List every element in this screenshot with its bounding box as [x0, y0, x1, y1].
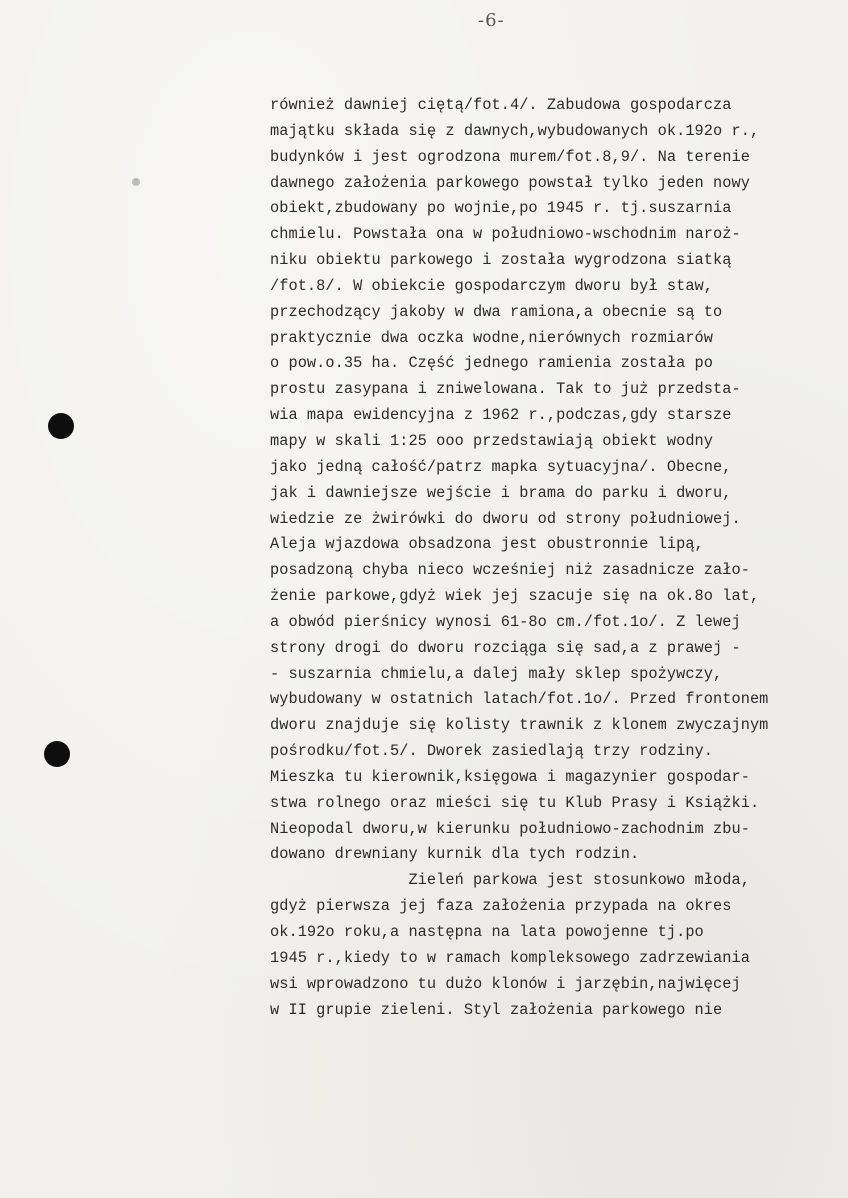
text-line: chmielu. Powstała ona w południowo-wschodnim naroż-	[270, 225, 741, 244]
text-line: obiekt,zbudowany po wojnie,po 1945 r. tj.suszarnia	[270, 199, 732, 218]
text-line: strony drogi do dworu rozciąga się sad,a z prawej -	[270, 638, 741, 657]
text-line: budynków i jest ogrodzona murem/fot.8,9/. Na terenie	[270, 147, 750, 166]
text-line: - suszarnia chmielu,a dalej mały sklep spożywczy,	[270, 664, 723, 683]
text-line: gdyż pierwsza jej faza założenia przypada na okres	[270, 897, 732, 916]
text-line: Nieopodal dworu,w kierunku południowo-zachodnim zbu-	[270, 819, 750, 838]
text-line: /fot.8/. W obiekcie gospodarczym dworu był staw,	[270, 276, 714, 295]
text-line: ok.192o roku,a następna na lata powojenne tj.po	[270, 923, 704, 941]
text-line: dworu znajduje się kolisty trawnik z klonem zwyczajnym	[270, 716, 769, 735]
text-line: prostu zasypana i zniwelowana. Tak to już przedsta-	[270, 380, 741, 399]
text-line: praktycznie dwa oczka wodne,nierównych rozmiarów	[270, 328, 714, 347]
text-line: wybudowany w ostatnich latach/fot.1o/. Przed frontonem	[270, 690, 769, 709]
text-line: o pow.o.35 ha. Część jednego ramienia została po	[270, 354, 714, 373]
text-line: Zieleń parkowa jest stosunkowo młoda,	[270, 871, 750, 890]
text-line: niku obiektu parkowego i została wygrodzona siatką	[270, 251, 732, 270]
text-line: dawnego założenia parkowego powstał tylko jeden nowy	[270, 173, 750, 192]
text-line: majątku składa się z dawnych,wybudowanych ok.192o r.,	[270, 121, 760, 140]
text-line: 1945 r.,kiedy to w ramach kompleksowego zadrzewiania	[270, 948, 750, 967]
punch-hole-bottom	[44, 741, 70, 767]
text-line: posadzoną chyba nieco wcześniej niż zasadnicze zało-	[270, 561, 750, 580]
text-line: pośrodku/fot.5/. Dworek zasiedlają trzy rodziny.	[270, 742, 714, 761]
text-line: wiedzie ze żwirówki do dworu od strony południowej.	[270, 509, 741, 528]
text-line: przechodzący jakoby w dwa ramiona,a obecnie są to	[270, 302, 723, 321]
punch-hole-top	[48, 413, 74, 439]
text-line: jako jedną całość/patrz mapka sytuacyjna/. Obecne,	[270, 457, 732, 476]
text-line: jak i dawniejsze wejście i brama do parku i dworu,	[270, 483, 732, 502]
text-line: w II grupie zieleni. Styl założenia parkowego nie	[270, 1000, 723, 1019]
text-line: wia mapa ewidencyjna z 1962 r.,podczas,gdy starsze	[270, 406, 732, 425]
text-line: mapy w skali 1:25 ooo przedstawiają obiekt wodny	[270, 431, 714, 450]
paper-speck	[132, 178, 140, 186]
typewritten-text	[270, 93, 830, 1023]
text-line: Aleja wjazdowa obsadzona jest obustronnie lipą,	[270, 535, 704, 554]
text-line: wsi wprowadzono tu dużo klonów i jarzębin,najwięcej	[270, 974, 741, 993]
text-line: żenie parkowe,gdyż wiek jej szacuje się na ok.8o lat,	[270, 587, 760, 606]
text-line: dowano drewniany kurnik dla tych rodzin.	[270, 845, 640, 864]
text-line: a obwód pierśnicy wynosi 61-8o cm./fot.1o/. Z lewej	[270, 612, 741, 631]
text-line: również dawniej ciętą/fot.4/. Zabudowa gospodarcza	[270, 96, 732, 114]
text-line: stwa rolnego oraz mieści się tu Klub Prasy i Książki.	[270, 793, 760, 812]
text-line: Mieszka tu kierownik,księgowa i magazynier gospodar-	[270, 767, 750, 786]
page-number: -6-	[478, 10, 505, 31]
